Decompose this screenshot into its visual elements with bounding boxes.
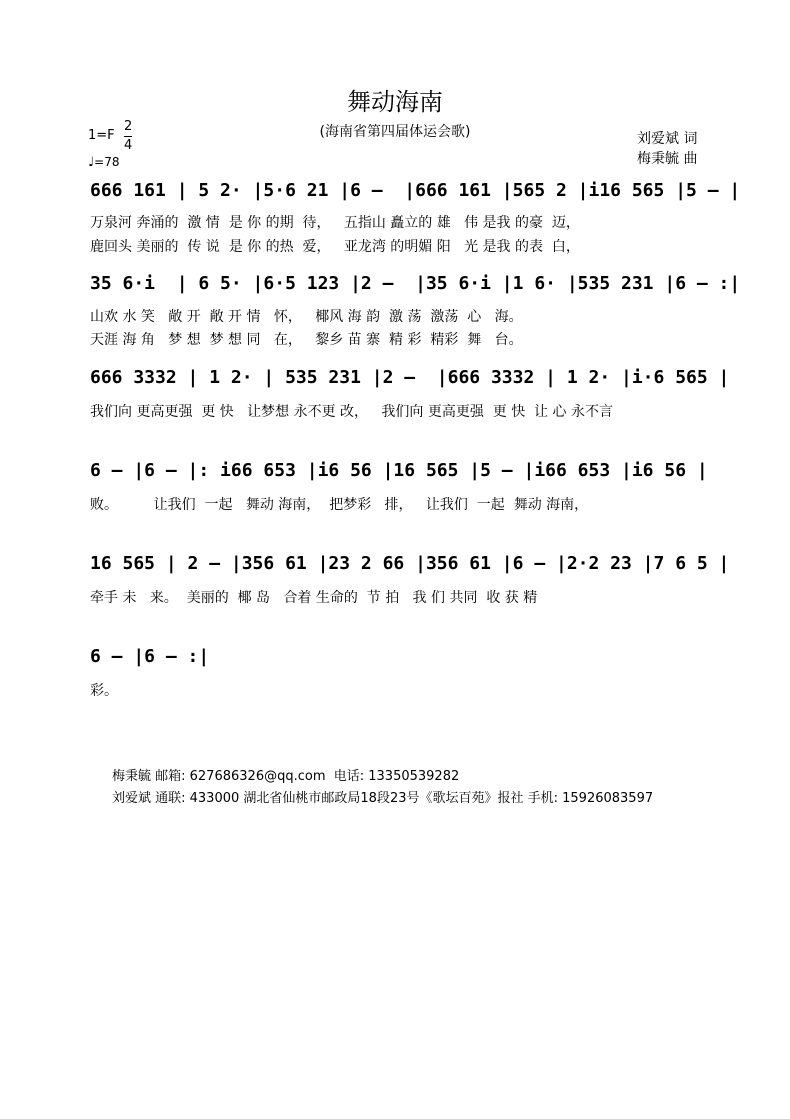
lyric-line-3: 我们向 更高更强 更 快 让梦想 永不更 改， 我们向 更高更强 更 快 让 心 永不言 <box>90 404 614 420</box>
time-signature <box>124 118 132 155</box>
meter-bottom: 4 <box>124 138 133 153</box>
song-subtitle: (海南省第四届体运会歌) <box>319 124 471 140</box>
score-line-6: 6 – |6 – :| <box>90 646 210 667</box>
lyric-line-2b: 天涯 海 角 梦 想 梦 想 同 在， 黎乡 苗 寨 精 彩 精彩 舞 台。 <box>90 332 523 348</box>
score-line-2: 35 6·i | 6 5· |6·5 123 |2 – |35 6·i |1 6· |535 231 |6 – :| <box>90 273 741 294</box>
lyric-line-6: 彩。 <box>90 683 118 699</box>
key-signature: 1=F <box>88 128 115 143</box>
score-line-3: 666 3332 | 1 2· | 535 231 |2 – |666 3332 | 1 2· |i·6 565 | <box>90 367 730 388</box>
composer-credit: 梅秉毓 曲 <box>637 151 698 167</box>
quarter-note-icon: ♩ <box>88 155 95 170</box>
contact-line-lyricist: 刘爱斌 通联: 433000 湖北省仙桃市邮政局18段23号《歌坛百苑》报社 手机: 15926083597 <box>112 791 654 806</box>
song-title: 舞动海南 <box>347 88 443 116</box>
tempo-value: =78 <box>94 155 120 169</box>
meter-top: 2 <box>124 118 132 137</box>
lyric-line-1b: 鹿回头 美丽的 传 说 是 你 的热 爱， 亚龙湾 的明媚 阳 光 是我 的表 白， <box>90 239 580 255</box>
contact-line-composer: 梅秉毓 邮箱: 627686326@qq.com 电话: 13350539282 <box>112 769 460 784</box>
lyric-line-4: 败。 让我们 一起 舞动 海南， 把梦彩 排， 让我们 一起 舞动 海南， <box>90 497 589 513</box>
score-line-1: 666 161 | 5 2· |5·6 21 |6 – |666 161 |565 2 |i16 565 |5 – | <box>90 180 741 201</box>
score-line-4: 6 – |6 – |: i66 653 |i6 56 |16 565 |5 – |i66 653 |i6 56 | <box>90 460 708 481</box>
tempo-marking <box>88 155 119 170</box>
lyric-line-5: 牵手 未 来。 美丽的 椰 岛 合着 生命的 节 拍 我 们 共同 收 获 精 <box>90 590 538 606</box>
score-line-5: 16 565 | 2 – |356 61 |23 2 66 |356 61 |6 – |2·2 23 |7 6 5 | <box>90 553 730 574</box>
lyricist-credit: 刘爱斌 词 <box>637 131 698 147</box>
lyric-line-1a: 万泉河 奔涌的 激 情 是 你 的期 待， 五指山 矗立的 雄 伟 是我 的豪 迈， <box>90 215 580 231</box>
lyric-line-2a: 山欢 水 笑 敞 开 敞 开 情 怀， 椰风 海 韵 激 荡 激荡 心 海。 <box>90 309 523 325</box>
